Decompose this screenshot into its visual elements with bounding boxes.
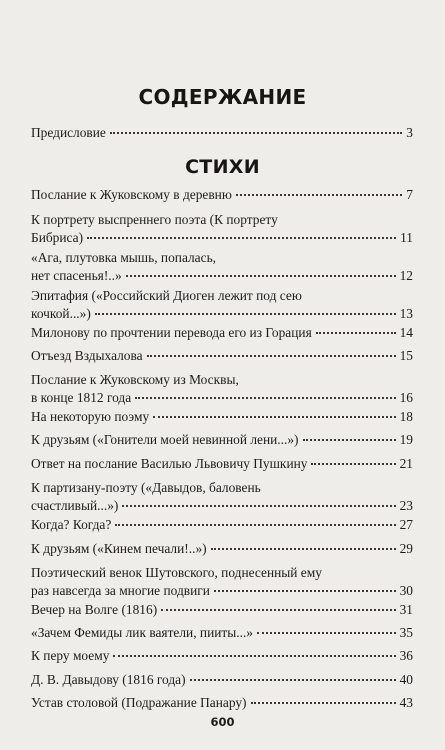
entry-title-line: К партизану-поэту («Давыдов, баловень <box>31 480 261 495</box>
dot-leader <box>87 237 396 239</box>
page-number: 16 <box>399 390 413 405</box>
toc-entry <box>31 371 413 407</box>
entry-title-line: нет спасенья!..» <box>31 268 122 283</box>
dot-leader <box>153 416 395 418</box>
entry-title-line: К друзьям («Гонители моей невинной лени...») <box>31 432 299 447</box>
entry-title-line: К друзьям («Кинем печали!..») <box>31 541 207 556</box>
dot-leader <box>236 194 402 196</box>
page-number: 40 <box>399 672 413 687</box>
entry-title-line: На некоторую поэму <box>31 409 150 424</box>
page-number: 27 <box>399 517 413 532</box>
entry-title-line: Отъезд Вздыхалова <box>31 348 143 363</box>
entry-title-line: в конце 1812 года <box>31 390 132 405</box>
entry-title-line: «Зачем Фемиды лик ваятели, пииты...» <box>31 625 254 640</box>
dot-leader <box>161 609 395 611</box>
page-number: 13 <box>399 306 413 321</box>
dot-leader <box>303 439 396 441</box>
entry-title-line: Послание к Жуковскому в деревню <box>31 187 232 202</box>
page-number: 43 <box>399 695 413 710</box>
page-number: 23 <box>399 498 413 513</box>
entry-title-line: Послание к Жуковскому из Москвы, <box>31 372 239 387</box>
dot-leader <box>115 524 395 526</box>
page-number: 19 <box>399 432 413 447</box>
dot-leader <box>95 313 396 315</box>
page-number: 15 <box>399 348 413 363</box>
dot-leader <box>122 505 395 507</box>
entry-title-line: раз навсегда за многие подвиги <box>31 583 210 598</box>
dot-leader <box>211 548 396 550</box>
toc-entry <box>31 186 413 204</box>
toc-entry <box>31 455 413 473</box>
page-number: 21 <box>399 456 413 471</box>
dot-leader <box>147 355 396 357</box>
page-number: 36 <box>399 648 413 663</box>
dot-leader <box>110 132 402 134</box>
entry-title: Предисловие <box>31 125 106 140</box>
page-number: 18 <box>399 409 413 424</box>
page-folio: 600 <box>210 715 235 729</box>
entry-title-line: счастливый...») <box>31 498 119 513</box>
toc-entry <box>31 347 413 365</box>
entry-title-line: К портрету выспреннего поэта (К портрету <box>31 212 278 227</box>
entry-title-line: К перу моему <box>31 648 110 663</box>
page-number: 7 <box>406 187 413 202</box>
entry-title-line: Когда? Когда? <box>31 517 112 532</box>
toc-entry <box>31 408 413 426</box>
toc-entry <box>31 624 413 642</box>
poems-heading: СТИХИ <box>185 156 260 178</box>
toc-entry <box>31 287 413 323</box>
entry-title-line: Бибриса) <box>31 230 84 245</box>
entry-title-line: Ответ на послание Василью Львовичу Пушкину <box>31 456 308 471</box>
toc-entry <box>31 564 413 600</box>
page-number: 31 <box>399 602 413 617</box>
page-number: 29 <box>399 541 413 556</box>
dot-leader <box>311 463 395 465</box>
toc-entry <box>31 516 413 534</box>
page-number: 12 <box>399 268 413 283</box>
page-number: 3 <box>406 125 413 140</box>
entry-title-line: Эпитафия («Российский Диоген лежит под сею <box>31 288 302 303</box>
toc-entry <box>31 647 413 665</box>
toc-entry-preface <box>31 124 413 142</box>
entry-title-line: Д. В. Давыдову (1816 года) <box>31 672 186 687</box>
toc-entry <box>31 431 413 449</box>
dot-leader <box>135 397 395 399</box>
toc-entry <box>31 601 413 619</box>
entry-title-line: Устав столовой (Подражание Панару) <box>31 695 247 710</box>
dot-leader <box>190 679 396 681</box>
page-number: 35 <box>399 625 413 640</box>
toc-entry <box>31 671 413 689</box>
entry-title-line: Милонову по прочтении перевода его из Горация <box>31 325 312 340</box>
dot-leader <box>113 655 395 657</box>
page-number: 11 <box>400 230 413 245</box>
toc-entry <box>31 211 413 247</box>
entry-title-line: Вечер на Волге (1816) <box>31 602 158 617</box>
toc-entry <box>31 249 413 285</box>
dot-leader <box>126 275 396 277</box>
dot-leader <box>251 702 396 704</box>
dot-leader <box>214 590 396 592</box>
toc-entry <box>31 694 413 712</box>
toc-entry <box>31 540 413 558</box>
toc-entry <box>31 324 413 342</box>
dot-leader <box>257 632 396 634</box>
page-number: 30 <box>399 583 413 598</box>
dot-leader <box>316 332 396 334</box>
entry-title-line: Поэтический венок Шутовского, поднесенный ему <box>31 565 322 580</box>
toc-entry <box>31 479 413 515</box>
page-number: 14 <box>399 325 413 340</box>
entry-title-line: «Ага, плутовка мышь, попалась, <box>31 250 217 265</box>
contents-heading: СОДЕРЖАНИЕ <box>138 85 307 109</box>
entry-title-line: кочкой...») <box>31 306 91 321</box>
